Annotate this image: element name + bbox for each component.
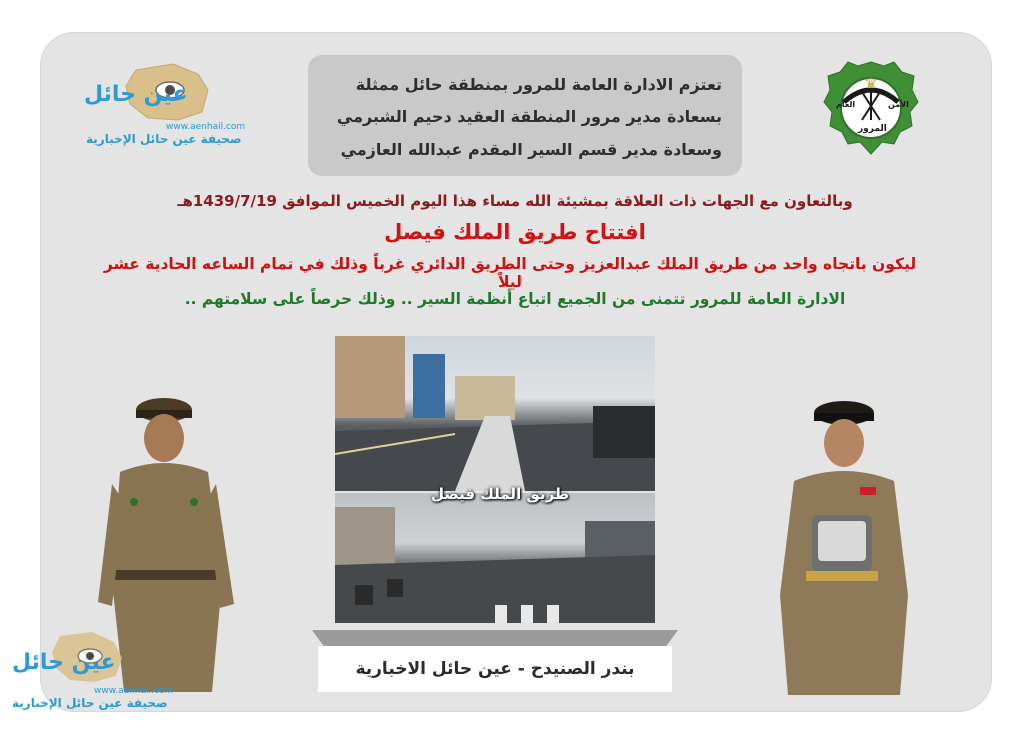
emblem-left-word: العام [836,100,856,109]
header-line-3: وسعادة مدير قسم السير المقدم عبدالله العازمي [340,140,722,159]
road-photo-top [335,336,655,491]
traffic-police-emblem [822,58,920,158]
logo-name: عين حائل [12,650,116,675]
header-line-1: تعتزم الادارة العامة للمرور بمنطقة حائل ممثلة [355,75,722,94]
emblem-bottom-word: المرور [858,124,887,134]
announcement-date-line: وبالتعاون مع الجهات ذات العلاقة بمشيئة الله مساء هذا اليوم الخميس الموافق 1439/7/19هـ [177,192,853,210]
logo-name: عين حائل [84,82,188,107]
announcement-detail: ليكون باتجاه واحد من طريق الملك عبدالعزيز وحتى الطريق الدائري غرباً وذلك في تمام الساعه الحادية عشر ليلاً [103,255,917,291]
photo-credit: بندر الصنيدح - عين حائل الاخبارية [355,659,635,679]
logo-tagline: صحيفة عين حائل الإخبارية [12,696,168,710]
officer-right-photo [768,395,920,695]
logo-url: www.aenhail.com [94,686,174,696]
announcement-title: افتتاح طريق الملك فيصل [384,220,646,244]
logo-tagline: صحيفة عين حائل الإخبارية [86,132,242,146]
aen-hail-logo-bottom [10,632,174,722]
road-photo-bottom [335,493,655,623]
road-photo-label: طريق الملك فيصل [430,485,570,503]
svg-text:♛: ♛ [864,76,878,92]
emblem-right-word: الأمن [888,100,909,109]
header-box [308,55,742,176]
aen-hail-logo [78,60,250,155]
logo-url: www.aenhail.com [166,122,246,132]
safety-message: الادارة العامة للمرور تتمنى من الجميع اتباع أنظمة السير .. وذلك حرصاً على سلامتهم .. [184,290,846,308]
header-line-2: بسعادة مدير مرور المنطقة العقيد دحيم الشبرمي [336,107,722,126]
